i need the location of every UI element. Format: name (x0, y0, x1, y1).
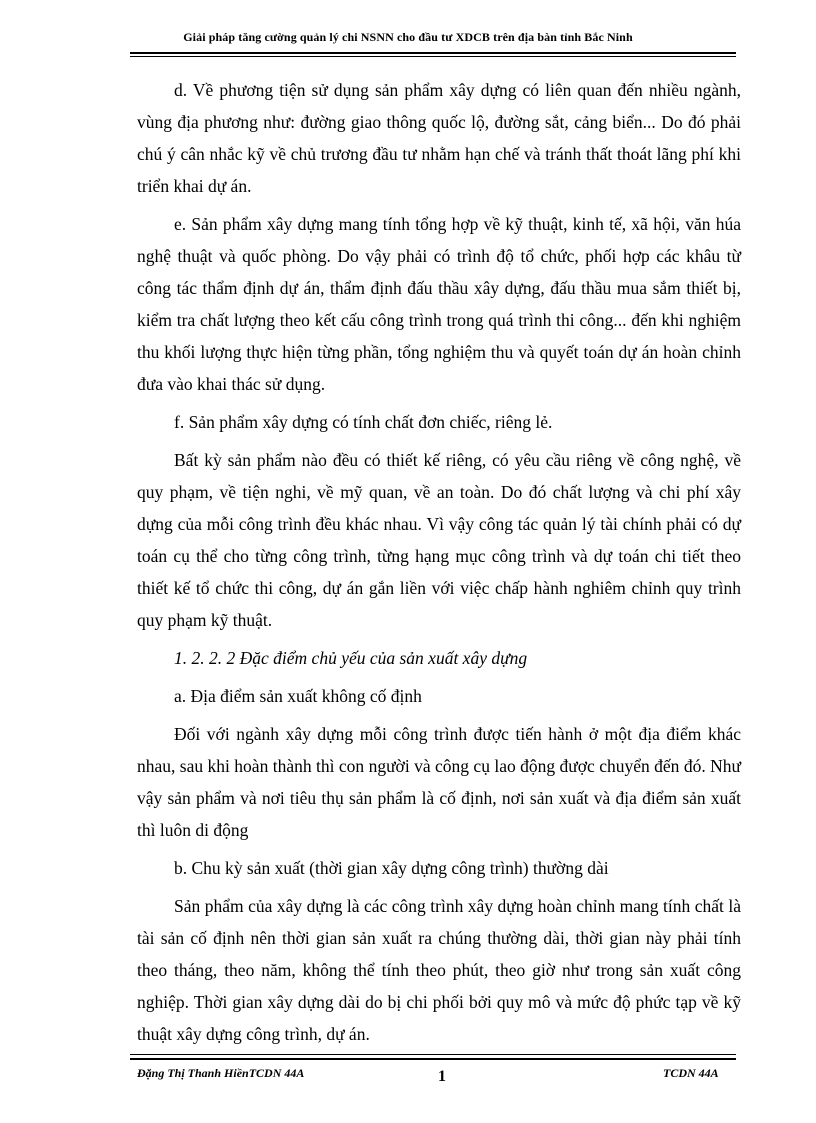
footer-rule (130, 1058, 736, 1060)
body-text (137, 74, 741, 1056)
footer-class-code: TCDN 44A (663, 1066, 719, 1080)
paragraph-cycle: Sản phẩm của xây dựng là các công trình xây dựng hoàn chỉnh mang tính chất là tài sản cố định nên thời gian sản xuất ra chúng thường dài, thời gian này phải tính theo tháng, theo năm, không thể tính theo phút, theo giờ như trong sản xuất công nghiệp. Thời gian xây dựng dài do bị chi phối bởi quy mô và mức độ phức tạp về kỹ thuật xây dựng công trình, dự án. (137, 896, 741, 1044)
running-header: Giải pháp tăng cường quản lý chi NSNN cho đầu tư XDCB trên địa bàn tỉnh Bắc Ninh (183, 30, 633, 44)
page-number: 1 (438, 1068, 446, 1085)
paragraph-location: Đối với ngành xây dựng mỗi công trình được tiến hành ở một địa điểm khác nhau, sau khi hoàn thành thì con người và công cụ lao động được chuyển đến đó. Như vậy sản phẩm và nơi tiêu thụ sản phẩm là cố định, nơi sản xuất và địa điểm sản xuất thì luôn di động (137, 724, 741, 840)
footer-rule-thin (130, 1054, 736, 1055)
paragraph-b-title: b. Chu kỳ sản xuất (thời gian xây dựng công trình) thường dài (174, 858, 609, 878)
paragraph-unique-design: Bất kỳ sản phẩm nào đều có thiết kế riêng, có yêu cầu riêng về công nghệ, về quy phạm, về tiện nghi, về mỹ quan, về an toàn. Do đó chất lượng và chi phí xây dựng của mỗi công trình đều khác nhau. Vì vậy công tác quản lý tài chính phải có dự toán cụ thể cho từng công trình, từng hạng mục công trình và dự toán chi tiết theo thiết kế tổ chức thi công, dự án gắn liền với việc chấp hành nghiêm chỉnh quy trình quy phạm kỹ thuật. (137, 450, 741, 630)
header-rule-thin (130, 56, 736, 57)
section-heading: 1. 2. 2. 2 Đặc điểm chủ yếu của sản xuất xây dựng (174, 648, 528, 668)
paragraph-e-synthesis: e. Sản phẩm xây dựng mang tính tổng hợp về kỹ thuật, kinh tế, xã hội, văn húa nghệ thuật và quốc phòng. Do vậy phải có trình độ tổ chức, phối hợp các khâu từ công tác thẩm định dự án, thẩm định đấu thầu xây dựng, đấu thầu mua sắm thiết bị, kiểm tra chất lượng theo kết cấu công trình trong quá trình thi công... đến khi nghiệm thu khối lượng thực hiện từng phần, tổng nghiệm thu và quyết toán dự án hoàn chỉnh đưa vào khai thác sử dụng. (137, 214, 741, 394)
header-rule (130, 52, 736, 54)
paragraph-f-title: f. Sản phẩm xây dựng có tính chất đơn chiếc, riêng lẻ. (174, 412, 553, 432)
footer-author: Đặng Thị Thanh HiềnTCDN 44A (137, 1066, 305, 1080)
paragraph-a-title: a. Địa điểm sản xuất không cố định (174, 686, 422, 706)
paragraph-d-transport: d. Về phương tiện sử dụng sản phẩm xây dựng có liên quan đến nhiều ngành, vùng địa phương như: đường giao thông quốc lộ, đường sắt, cảng biển... Do đó phải chú ý cân nhắc kỹ về chủ trương đầu tư nhằm hạn chế và tránh thất thoát lãng phí khi triển khai dự án. (137, 80, 741, 196)
